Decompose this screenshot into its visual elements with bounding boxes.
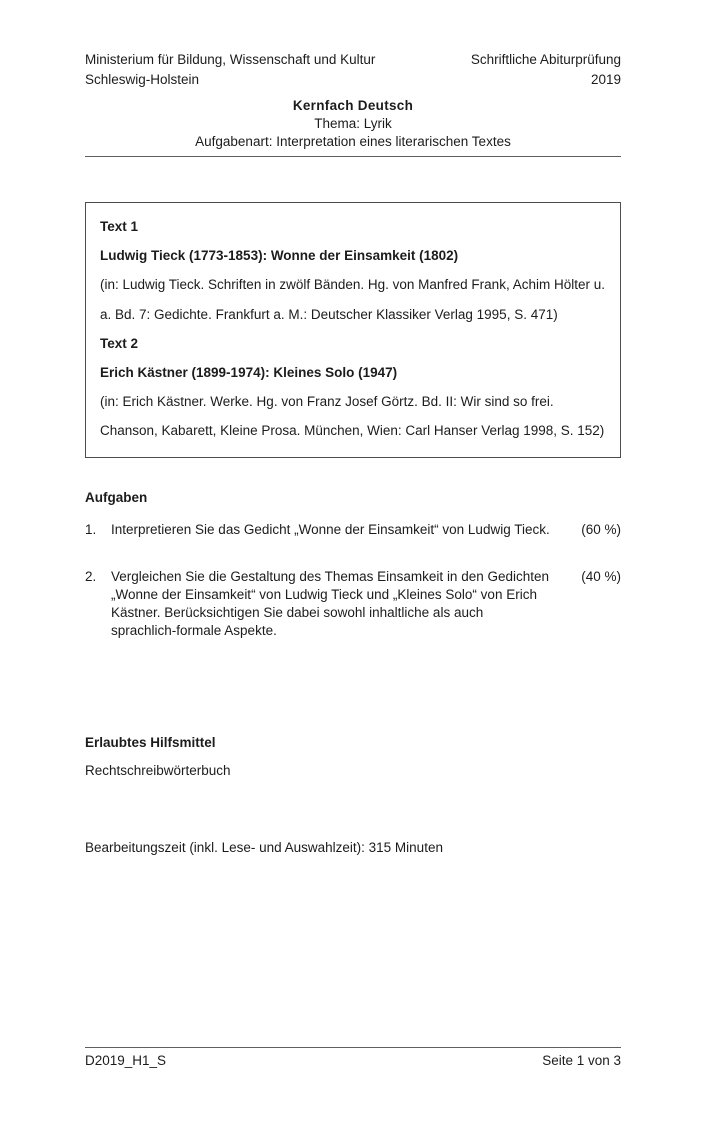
subject-title: Kernfach Deutsch [292, 98, 414, 113]
document-footer [85, 1047, 621, 1070]
tasks-heading: Aufgaben [85, 489, 148, 505]
text2-title: Erich Kästner (1899-1974): Kleines Solo (1947) [100, 365, 398, 381]
page-content [85, 0, 621, 857]
exam-type: Schriftliche Abiturprüfung [470, 52, 621, 67]
task-number: 2. [85, 569, 97, 585]
theme-line: Thema: Lyrik [314, 116, 392, 131]
text1-label: Text 1 [100, 219, 139, 234]
task-number: 1. [85, 521, 97, 537]
header-divider [85, 156, 621, 157]
aids-item: Rechtschreibwörterbuch [85, 762, 231, 778]
footer-divider [85, 1047, 621, 1048]
text-sources-box [85, 202, 621, 458]
aids-heading: Erlaubtes Hilfsmittel [85, 734, 216, 750]
ministry-name: Ministerium für Bildung, Wissenschaft und Kultur [85, 52, 376, 67]
task-text: Vergleichen Sie die Gestaltung des Themas Einsamkeit in den Gedichten „Wonne der Einsamkeit“ von Ludwig Tieck und „Kleines Solo“ von Erich Kästner. Berücksichtigen Sie dabei sowohl inhaltliche als auch sprachlich-formale Aspekte. [111, 569, 550, 638]
text1-title: Ludwig Tieck (1773-1853): Wonne der Einsamkeit (1802) [100, 248, 459, 264]
text2-source: (in: Erich Kästner. Werke. Hg. von Franz Josef Görtz. Bd. II: Wir sind so frei. Chanson, Kabarett, Kleine Prosa. München, Wien: Carl Hanser Verlag 1998, S. 152) [100, 394, 605, 439]
text1-source: (in: Ludwig Tieck. Schriften in zwölf Bänden. Hg. von Manfred Frank, Achim Hölter u. a. Bd. 7: Gedichte. Frankfurt a. M.: Deutscher Klassiker Verlag 1995, S. 471) [100, 277, 605, 322]
task-type-line: Aufgabenart: Interpretation eines literarischen Textes [195, 134, 511, 149]
task-item-2 [85, 568, 621, 639]
exam-year: 2019 [590, 72, 621, 87]
document-header [85, 50, 621, 90]
duration-line: Bearbeitungszeit (inkl. Lese- und Auswahlzeit): 315 Minuten [85, 839, 443, 855]
ministry-region: Schleswig-Holstein [85, 72, 200, 87]
footer-row [85, 1052, 621, 1070]
task-weight: (60 %) [581, 521, 621, 537]
ministry-block [85, 50, 375, 90]
task-text: Interpretieren Sie das Gedicht „Wonne der Einsamkeit“ von Ludwig Tieck. [111, 521, 550, 537]
document-id: D2019_H1_S [85, 1053, 167, 1068]
task-weight: (40 %) [581, 569, 621, 585]
task-item-1 [85, 521, 621, 539]
page-number: Seite 1 von 3 [542, 1053, 621, 1068]
text2-label: Text 2 [100, 335, 139, 351]
exam-block [471, 50, 621, 90]
